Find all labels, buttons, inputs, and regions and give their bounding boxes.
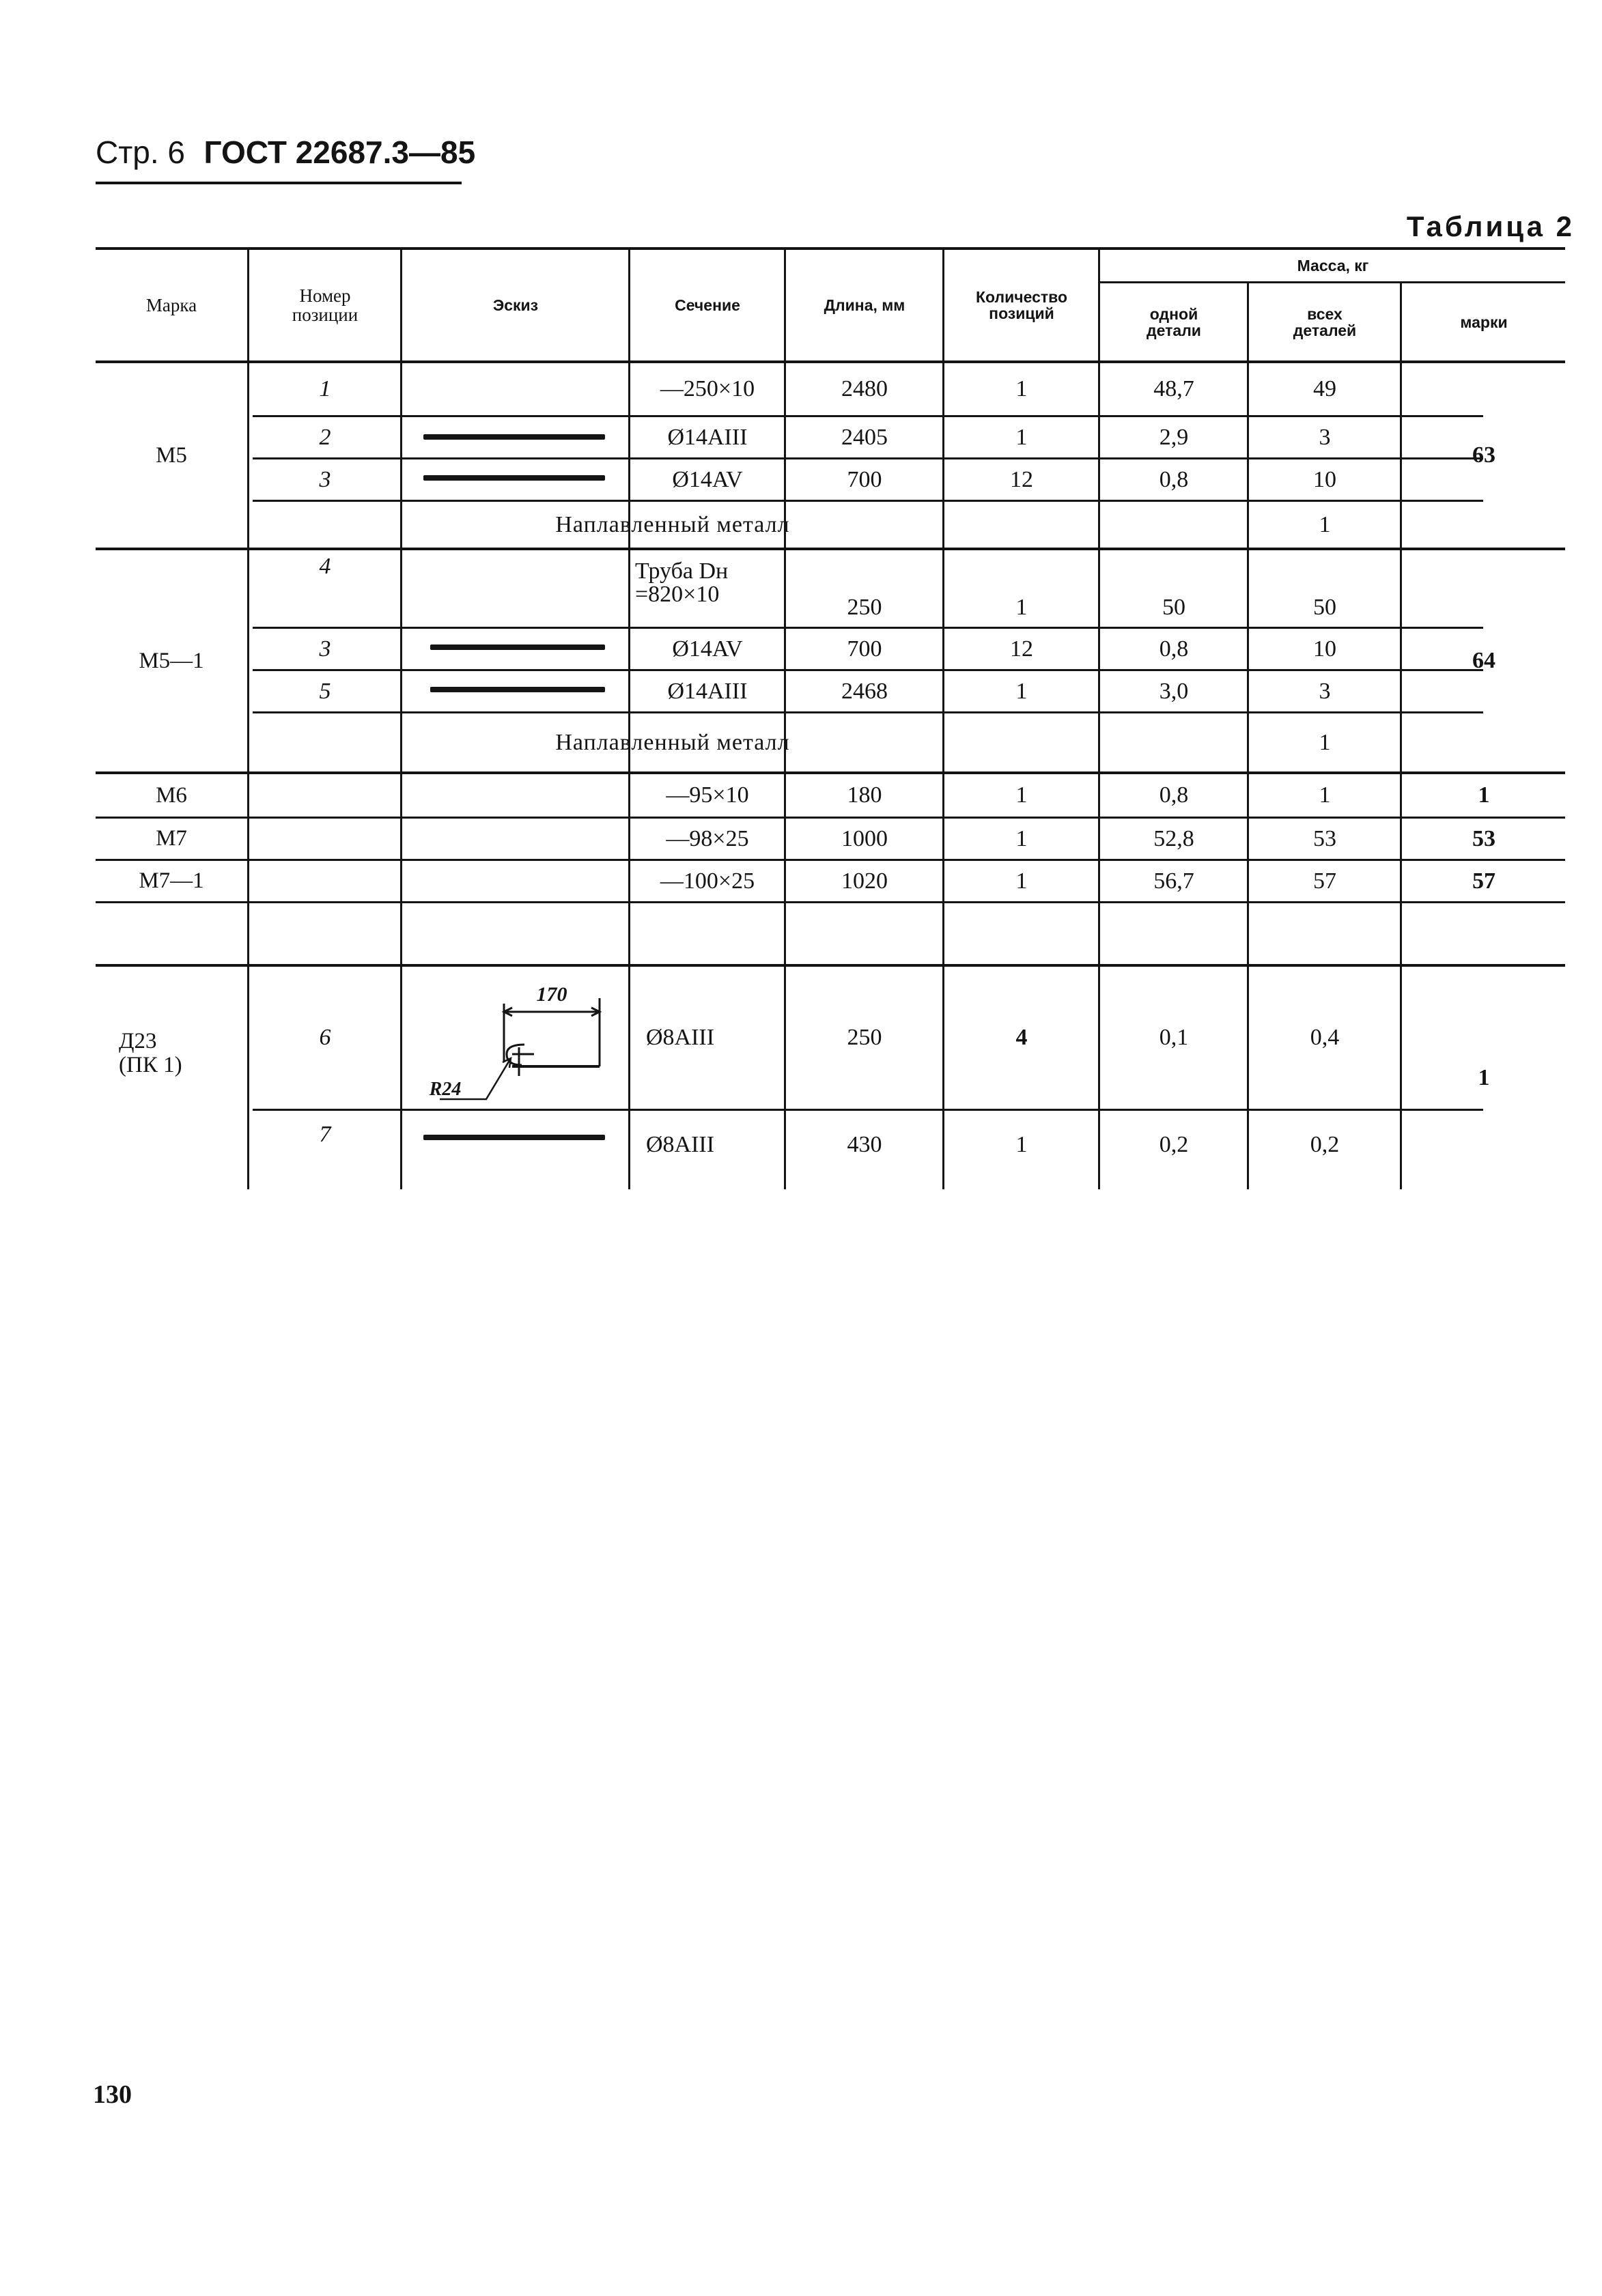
- position-cell: 3: [319, 636, 331, 662]
- mass-mark-cell: 57: [1472, 868, 1495, 894]
- col-header-length: Длина, мм: [824, 296, 905, 314]
- count-cell: 1: [1015, 1132, 1028, 1158]
- mass-all-cell: 1: [1319, 729, 1331, 755]
- hook-sketch: [410, 979, 628, 1102]
- weld-metal-label: Наплавленный металл: [555, 729, 790, 755]
- section-cell-pipe: [635, 560, 785, 606]
- mass-mark-cell: 64: [1472, 648, 1495, 674]
- length-cell: 250: [847, 595, 882, 621]
- mass-one-cell: 50: [1162, 595, 1185, 621]
- col-sep-1: [247, 247, 249, 1189]
- length-cell: 1020: [841, 868, 888, 894]
- col-header-position: Номер позиции: [292, 285, 359, 325]
- count-cell: 1: [1015, 825, 1028, 851]
- section-cell: —98×25: [666, 825, 749, 851]
- standard-number: ГОСТ 22687.3—85: [203, 134, 476, 170]
- mass-one-cell: 0,1: [1159, 1025, 1189, 1051]
- count-cell: 1: [1015, 678, 1028, 704]
- position-cell: 2: [319, 424, 331, 450]
- col-sep-6: [1098, 247, 1100, 1189]
- col-header-sketch: Эскиз: [492, 296, 539, 314]
- mark-code: Д23: [119, 1029, 157, 1053]
- mass-all-cell: 10: [1313, 466, 1336, 492]
- mass-all-cell: 57: [1313, 868, 1336, 894]
- mass-one-cell: 0,2: [1159, 1132, 1189, 1158]
- section-cell: Ø14AV: [672, 636, 743, 662]
- bar-sketch: [423, 475, 605, 481]
- mass-one-cell: 0,8: [1159, 636, 1189, 662]
- pipe-size: =820×10: [635, 582, 720, 607]
- section-cell: —250×10: [660, 376, 755, 402]
- mass-all-cell: 3: [1319, 678, 1331, 704]
- length-cell: 2405: [841, 424, 888, 450]
- length-cell: 1000: [841, 825, 888, 851]
- col-header-mass: Масса, кг: [1297, 256, 1369, 274]
- position-cell: 3: [319, 466, 331, 492]
- col-header-section: Сечение: [675, 296, 740, 314]
- col-sep-8: [1400, 281, 1402, 1189]
- mass-all-cell: 50: [1313, 595, 1336, 621]
- col-sep-2: [400, 247, 402, 1189]
- mark-subcode: (ПК 1): [119, 1052, 182, 1077]
- section-cell: Ø14AIII: [667, 424, 748, 450]
- bar-sketch: [430, 644, 605, 650]
- position-cell: 7: [319, 1122, 331, 1148]
- page-label: Стр. 6: [96, 134, 186, 170]
- mass-one-cell: 3,0: [1159, 678, 1189, 704]
- length-cell: 180: [847, 782, 882, 808]
- section-cell: Ø8AIII: [646, 1132, 715, 1158]
- length-cell: 700: [847, 636, 882, 662]
- mass-all-cell: 3: [1319, 424, 1331, 450]
- mass-mark-cell: 53: [1472, 825, 1495, 851]
- dimension-170: 170: [536, 983, 567, 1006]
- position-cell: 1: [319, 376, 331, 402]
- mass-all-cell: 1: [1319, 782, 1331, 808]
- count-cell: 1: [1015, 376, 1028, 402]
- mark-cell: M7: [156, 826, 187, 851]
- col-sep-7: [1247, 281, 1249, 1189]
- rule-m71: [96, 901, 1565, 903]
- mass-mark-cell: 63: [1472, 442, 1495, 468]
- col-header-count: Количество позиций: [975, 287, 1068, 322]
- rule-mass-sub: [1099, 281, 1565, 283]
- mass-mark-cell: 1: [1478, 782, 1490, 808]
- length-cell: 250: [847, 1025, 882, 1051]
- bar-sketch: [423, 434, 605, 440]
- section-cell: —95×10: [666, 782, 749, 808]
- header-rule: [96, 182, 462, 184]
- col-header-mass-all: всех деталей: [1293, 304, 1357, 339]
- count-cell: 1: [1015, 424, 1028, 450]
- length-cell: 700: [847, 466, 882, 492]
- col-header-mass-one: одной детали: [1147, 304, 1201, 339]
- count-cell: 1: [1015, 595, 1028, 621]
- mass-all-cell: 1: [1319, 511, 1331, 537]
- mark-cell-d23: [119, 1030, 247, 1077]
- bar-sketch: [423, 1135, 605, 1140]
- mass-one-cell: 48,7: [1153, 376, 1194, 402]
- section-cell: —100×25: [660, 868, 755, 894]
- col-header-mark: Марка: [145, 294, 197, 315]
- col-sep-5: [942, 247, 944, 1189]
- pipe-label: Труба Dн: [635, 558, 729, 584]
- mass-one-cell: 0,8: [1159, 782, 1189, 808]
- mass-one-cell: 56,7: [1153, 868, 1194, 894]
- page-number: 130: [93, 2080, 132, 2109]
- section-cell: Ø14AV: [672, 466, 743, 492]
- mass-all-cell: 10: [1313, 636, 1336, 662]
- section-cell: Ø8AIII: [646, 1025, 715, 1051]
- mass-all-cell: 53: [1313, 825, 1336, 851]
- mark-cell: M5—1: [139, 648, 204, 673]
- mass-all-cell: 0,2: [1310, 1132, 1340, 1158]
- count-cell: 4: [1015, 1025, 1028, 1051]
- length-cell: 430: [847, 1132, 882, 1158]
- page-header: [96, 134, 475, 171]
- length-cell: 2468: [841, 678, 888, 704]
- count-cell: 1: [1015, 868, 1028, 894]
- position-cell: 6: [319, 1025, 331, 1051]
- weld-metal-label: Наплавленный металл: [555, 511, 790, 537]
- count-cell: 12: [1010, 636, 1033, 662]
- mass-one-cell: 52,8: [1153, 825, 1194, 851]
- count-cell: 12: [1010, 466, 1033, 492]
- radius-label: R24: [429, 1079, 462, 1100]
- section-cell: Ø14AIII: [667, 678, 748, 704]
- mark-cell: M7—1: [139, 868, 204, 894]
- mass-one-cell: 2,9: [1159, 424, 1189, 450]
- mass-mark-cell: 1: [1478, 1065, 1490, 1091]
- position-cell: 5: [319, 678, 331, 704]
- mass-all-cell: 49: [1313, 376, 1336, 402]
- specification-table: [96, 247, 1565, 1189]
- length-cell: 2480: [841, 376, 888, 402]
- col-header-mass-mark: марки: [1460, 313, 1508, 331]
- mass-all-cell: 0,4: [1310, 1025, 1340, 1051]
- mass-one-cell: 0,8: [1159, 466, 1189, 492]
- position-cell: 4: [319, 554, 331, 579]
- mark-cell: M5: [156, 442, 187, 468]
- bar-sketch: [430, 687, 605, 692]
- table-title: Таблица 2: [1406, 210, 1575, 242]
- mark-cell: M6: [156, 782, 187, 808]
- count-cell: 1: [1015, 782, 1028, 808]
